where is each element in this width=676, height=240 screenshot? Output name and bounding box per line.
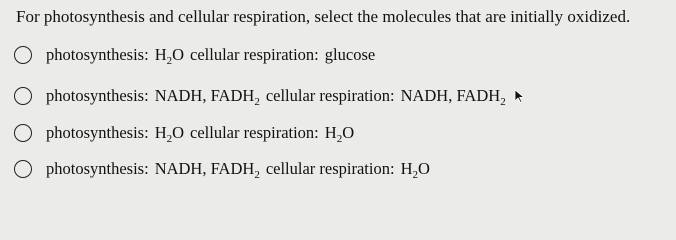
radio-button-icon[interactable] bbox=[14, 46, 32, 64]
answer-option-4[interactable] bbox=[14, 155, 430, 183]
question-text: For photosynthesis and cellular respiration, select the molecules that are initially oxidized. bbox=[16, 7, 631, 26]
answer-option-1-text: photosynthesis: $H_2O$ cellular respiration: glucose bbox=[46, 45, 376, 67]
answer-option-1[interactable] bbox=[14, 41, 375, 69]
answer-option-3-text: photosynthesis: $H_2O$ cellular respiration: $H_2O$ bbox=[46, 123, 355, 145]
answer-option-3[interactable] bbox=[14, 119, 354, 147]
radio-button-icon[interactable] bbox=[14, 160, 32, 178]
answer-option-2[interactable] bbox=[14, 82, 526, 110]
mouse-pointer-icon bbox=[514, 89, 526, 103]
answer-option-2-text: photosynthesis: NADH, $FADH_2$ cellular respiration: NADH, $FADH_2$ bbox=[46, 86, 506, 108]
radio-button-icon[interactable] bbox=[14, 87, 32, 105]
radio-button-icon[interactable] bbox=[14, 124, 32, 142]
answer-option-4-text: photosynthesis: NADH, $FADH_2$ cellular respiration: $H_2O$ bbox=[46, 159, 430, 181]
